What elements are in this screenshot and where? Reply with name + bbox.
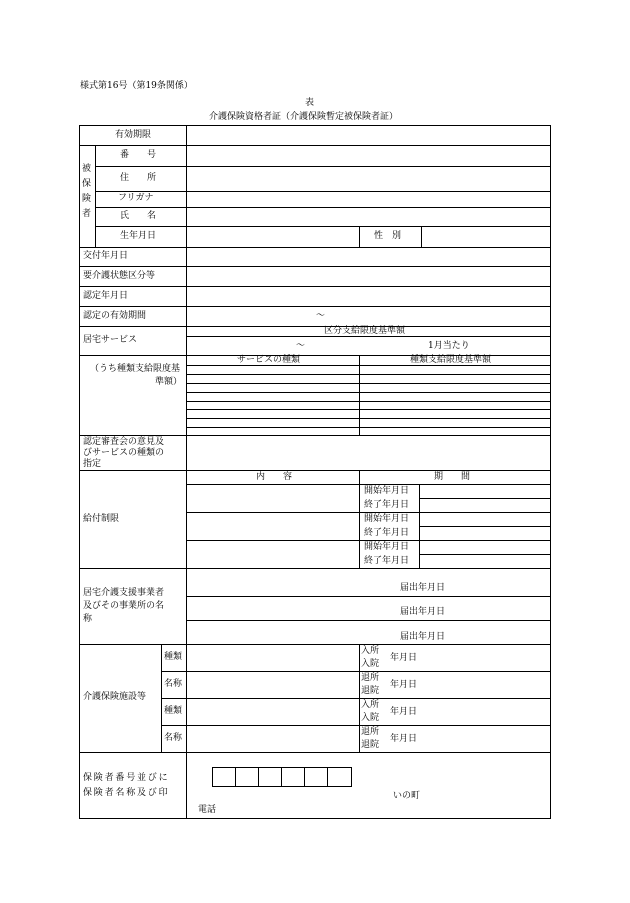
row-line: [95, 207, 551, 208]
grid-line: [186, 374, 551, 375]
facility-kind-label: 種類: [164, 706, 183, 716]
review-label-3: 指定: [83, 459, 102, 469]
grid-line: [186, 401, 551, 402]
sex-label: 性 別: [374, 231, 402, 241]
per-month: 1月当たり: [428, 341, 470, 351]
grid-line: [186, 418, 551, 419]
support-label-1: 居宅介護支援事業者: [83, 588, 165, 598]
row-line: [186, 484, 551, 485]
row-line: [161, 671, 551, 672]
admit-ymd: 年月日: [390, 653, 418, 663]
insurer-number-box[interactable]: [212, 767, 236, 787]
admit-ymd: 年月日: [390, 707, 418, 717]
insurer-number-box[interactable]: [258, 767, 282, 787]
form-title: 介護保険資格者証（介護保険暫定被保険者証）: [209, 112, 399, 122]
end-date-label: 終了年月日: [364, 556, 410, 566]
start-date-label: 開始年月日: [364, 514, 410, 524]
row-line: [186, 596, 551, 597]
facility-kind-label: 種類: [164, 652, 183, 662]
number-label: 番 号: [120, 150, 157, 160]
facility-name-label: 名称: [164, 733, 183, 743]
birth-label: 生年月日: [120, 231, 157, 241]
grid-line: [419, 526, 551, 527]
insured-char-2: 保: [82, 179, 92, 189]
leave-label-2: 退院: [361, 686, 380, 696]
support-label-2: 及びその事業所の名: [83, 601, 165, 611]
grid-line: [186, 383, 551, 384]
period-header: 期 間: [434, 472, 471, 482]
admit-label-2: 入院: [361, 713, 380, 723]
cert-period-tilde: ～: [316, 311, 326, 321]
row-line: [79, 568, 551, 569]
type-limit-label-2: 準額）: [155, 377, 183, 387]
limit-header: 区分支給限度基準額: [324, 326, 406, 336]
insurer-label-2: 保険者名称及び印: [83, 788, 170, 798]
insured-column-divider: [95, 145, 96, 247]
table-label: 表: [305, 98, 315, 108]
type-limit-label-1: （うち種類支給限度基: [90, 364, 181, 374]
home-tilde: ～: [296, 341, 306, 351]
start-date-label: 開始年月日: [364, 542, 410, 552]
care-level-label: 要介護状態区分等: [83, 271, 156, 281]
town-name: いの町: [393, 791, 421, 801]
end-date-label: 終了年月日: [364, 528, 410, 538]
insurer-number-box[interactable]: [281, 767, 305, 787]
grid-line: [186, 409, 551, 410]
phone-label: 電話: [198, 805, 217, 815]
certificate-table: [79, 125, 551, 819]
issue-date-label: 交付年月日: [83, 251, 129, 261]
leave-label-1: 退所: [361, 727, 380, 737]
support-label-3: 称: [83, 614, 93, 624]
admit-label-1: 入所: [361, 700, 380, 710]
insurer-number-box[interactable]: [304, 767, 328, 787]
row-line: [95, 166, 551, 167]
admit-label-2: 入院: [361, 659, 380, 669]
furigana-label: フリガナ: [118, 193, 154, 203]
insurer-number-box[interactable]: [235, 767, 259, 787]
type-limit-divider: [359, 355, 360, 435]
home-service-label: 居宅サービス: [83, 335, 138, 345]
row-line: [79, 644, 551, 645]
facility-label: 介護保険施設等: [83, 692, 147, 702]
validity-label: 有効期限: [115, 130, 152, 140]
insurer-label-1: 保険者番号並びに: [83, 773, 170, 783]
row-line: [186, 512, 551, 513]
benefit-divider: [359, 470, 360, 568]
start-date-label: 開始年月日: [364, 486, 410, 496]
row-line: [161, 698, 551, 699]
row-line: [95, 226, 551, 227]
insured-char-1: 被: [82, 164, 92, 174]
name-label: 氏 名: [120, 211, 157, 221]
service-type-header: サービスの種類: [237, 355, 301, 365]
row-line: [79, 306, 551, 307]
row-line: [79, 326, 551, 327]
end-date-label: 終了年月日: [364, 500, 410, 510]
report-date-label: 届出年月日: [400, 607, 446, 617]
report-date-label: 届出年月日: [400, 583, 446, 593]
facility-name-label: 名称: [164, 679, 183, 689]
admit-label-1: 入所: [361, 646, 380, 656]
cert-period-label: 認定の有効期間: [83, 311, 147, 321]
benefit-limit-label: 給付制限: [83, 514, 120, 524]
address-label: 住 所: [120, 173, 157, 183]
grid-line: [419, 498, 551, 499]
leave-ymd: 年月日: [390, 734, 418, 744]
row-line: [79, 752, 551, 753]
row-line: [79, 266, 551, 267]
content-header: 内 容: [256, 472, 293, 482]
insured-char-4: 者: [82, 209, 92, 219]
row-line: [79, 470, 551, 471]
grid-line: [186, 427, 551, 428]
type-limit-amount-header: 種類支給限度基準額: [410, 355, 492, 365]
grid-line: [419, 554, 551, 555]
row-line: [79, 247, 551, 248]
grid-line: [186, 392, 551, 393]
leave-label-2: 退院: [361, 740, 380, 750]
sex-divider-left: [359, 226, 360, 247]
report-date-label: 届出年月日: [400, 632, 446, 642]
leave-label-1: 退所: [361, 673, 380, 683]
row-line: [161, 725, 551, 726]
row-line: [95, 191, 551, 192]
main-column-divider: [186, 125, 187, 819]
insured-char-3: 険: [82, 194, 92, 204]
row-line: [79, 145, 551, 146]
row-line: [79, 286, 551, 287]
sex-divider-right: [421, 226, 422, 247]
review-label-1: 認定審査会の意見及: [83, 437, 165, 447]
cert-date-label: 認定年月日: [83, 291, 129, 301]
leave-ymd: 年月日: [390, 680, 418, 690]
review-label-2: びサービスの種類の: [83, 448, 165, 458]
row-line: [79, 435, 551, 436]
insurer-number-box[interactable]: [327, 767, 352, 787]
row-line: [186, 620, 551, 621]
row-line: [186, 540, 551, 541]
form-number: 様式第16号（第19条関係）: [80, 81, 193, 91]
